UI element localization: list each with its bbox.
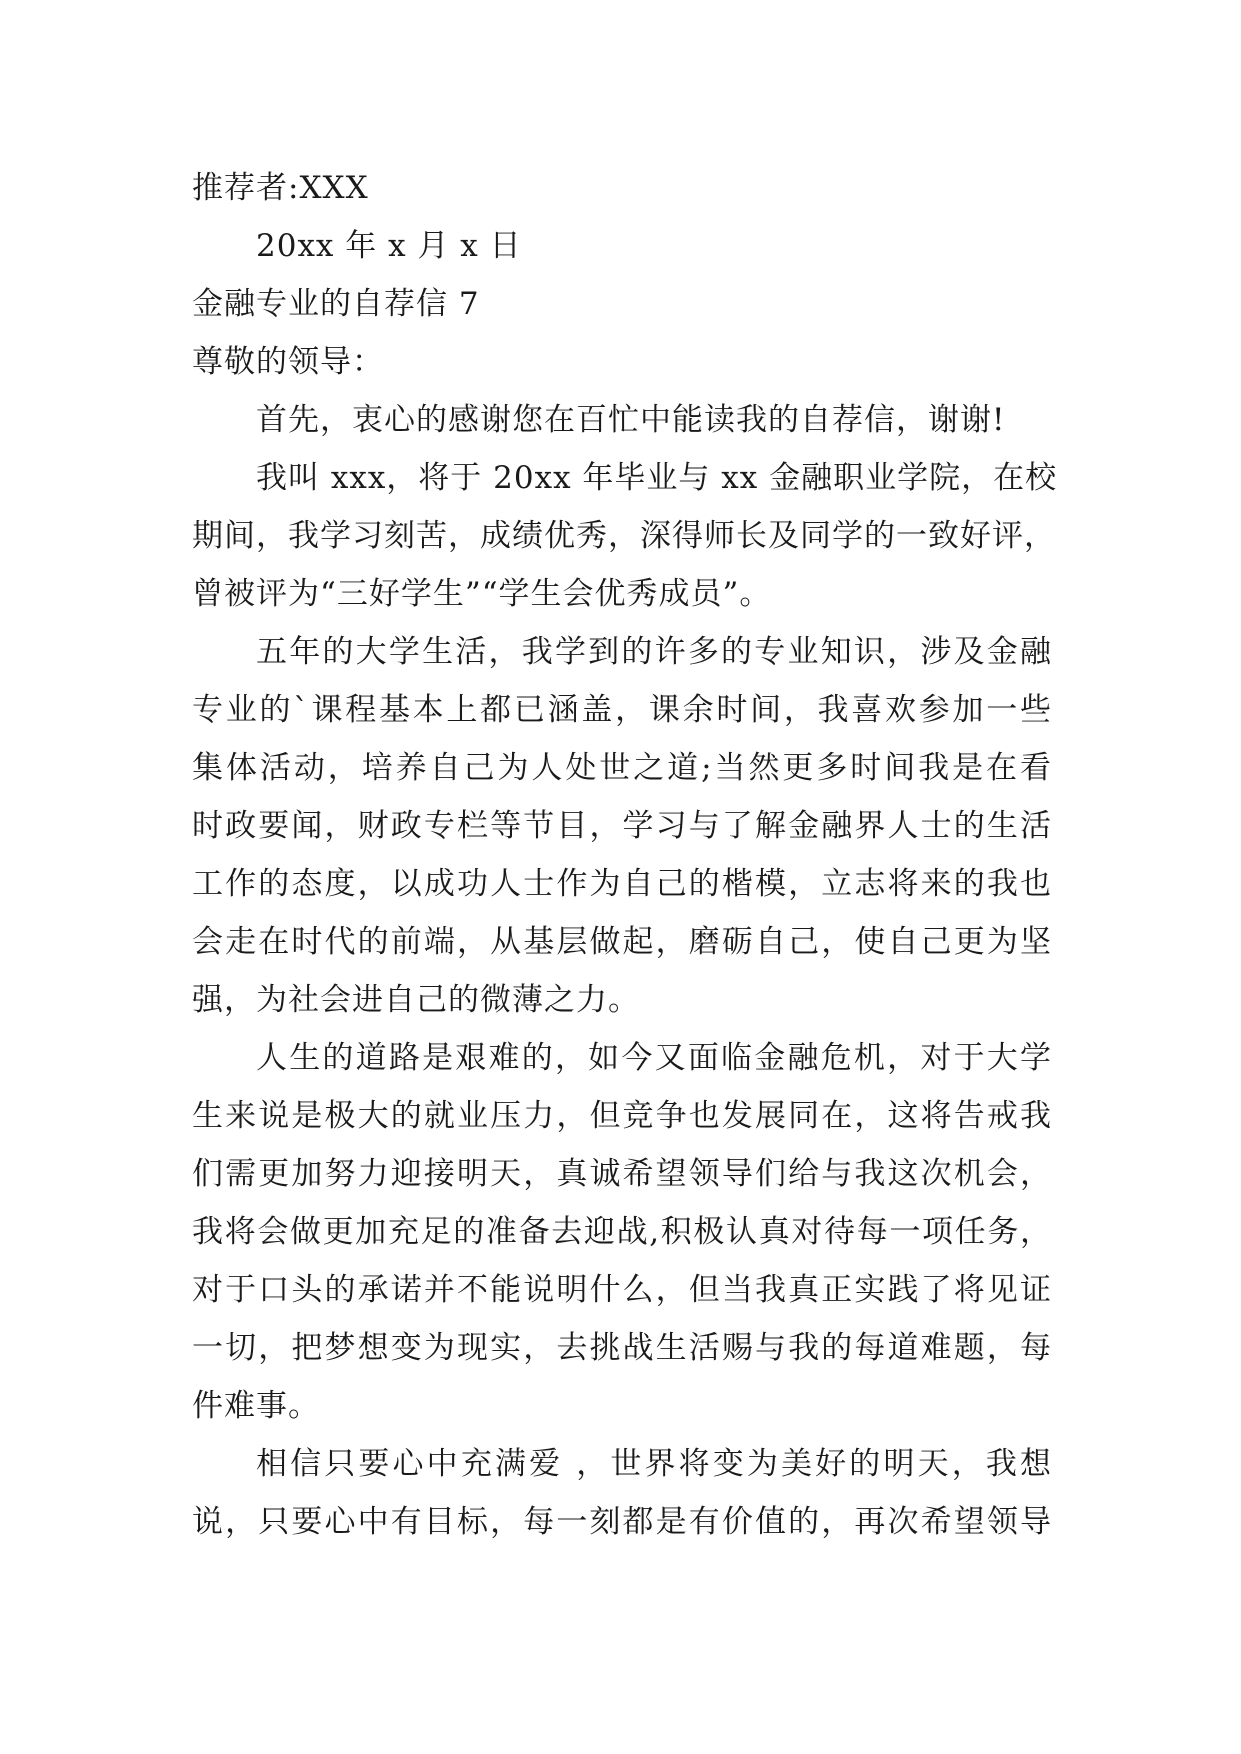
paragraph-5-line-2: 说，只要心中有目标，每一刻都是有价值的，再次希望领导 xyxy=(192,1504,1052,1540)
paragraph-4-line-6: 一切，把梦想变为现实，去挑战生活赐与我的每道难题，每 xyxy=(192,1330,1052,1366)
paragraph-4-line-3: 们需更加努力迎接明天，真诚希望领导们给与我这次机会， xyxy=(192,1156,1052,1192)
paragraph-4-line-7: 件难事。 xyxy=(192,1388,320,1424)
paragraph-3-line-7: 强，为社会进自己的微薄之力。 xyxy=(192,982,640,1018)
recommender-line: 推荐者:XXX xyxy=(192,170,369,206)
paragraph-3-line-4: 时政要闻，财政专栏等节目，学习与了解金融界人士的生活 xyxy=(192,808,1052,844)
paragraph-3-line-6: 会走在时代的前端，从基层做起，磨砺自己，使自己更为坚 xyxy=(192,924,1052,960)
letter-title: 金融专业的自荐信 7 xyxy=(192,286,480,322)
paragraph-2-line-2: 期间，我学习刻苦，成绩优秀，深得师长及同学的一致好评， xyxy=(192,518,1056,554)
paragraph-3-line-3: 集体活动，培养自己为人处世之道;当然更多时间我是在看 xyxy=(192,750,1052,786)
paragraph-5-line-1: 相信只要心中充满爱 ，世界将变为美好的明天，我想 xyxy=(256,1446,1052,1482)
paragraph-4-line-1: 人生的道路是艰难的，如今又面临金融危机，对于大学 xyxy=(256,1040,1052,1076)
paragraph-3-line-2: 专业的`课程基本上都已涵盖，课余时间，我喜欢参加一些 xyxy=(192,692,1052,728)
paragraph-4-line-4: 我将会做更加充足的准备去迎战,积极认真对待每一项任务， xyxy=(192,1214,1052,1250)
salutation: 尊敬的领导： xyxy=(192,344,384,380)
paragraph-4-line-5: 对于口头的承诺并不能说明什么，但当我真正实践了将见证 xyxy=(192,1272,1052,1308)
paragraph-3-line-1: 五年的大学生活，我学到的许多的专业知识，涉及金融 xyxy=(256,634,1052,670)
paragraph-4-line-2: 生来说是极大的就业压力，但竞争也发展同在，这将告戒我 xyxy=(192,1098,1052,1134)
paragraph-3-line-5: 工作的态度，以成功人士作为自己的楷模，立志将来的我也 xyxy=(192,866,1052,902)
paragraph-2-line-3: 曾被评为“三好学生”“学生会优秀成员”。 xyxy=(192,576,772,612)
date-line: 20xx 年 x 月 x 日 xyxy=(256,228,522,264)
paragraph-2-line-1: 我叫 xxx，将于 20xx 年毕业与 xx 金融职业学院，在校 xyxy=(256,460,1058,496)
paragraph-1-line-1: 首先，衷心的感谢您在百忙中能读我的自荐信，谢谢! xyxy=(256,402,1006,438)
